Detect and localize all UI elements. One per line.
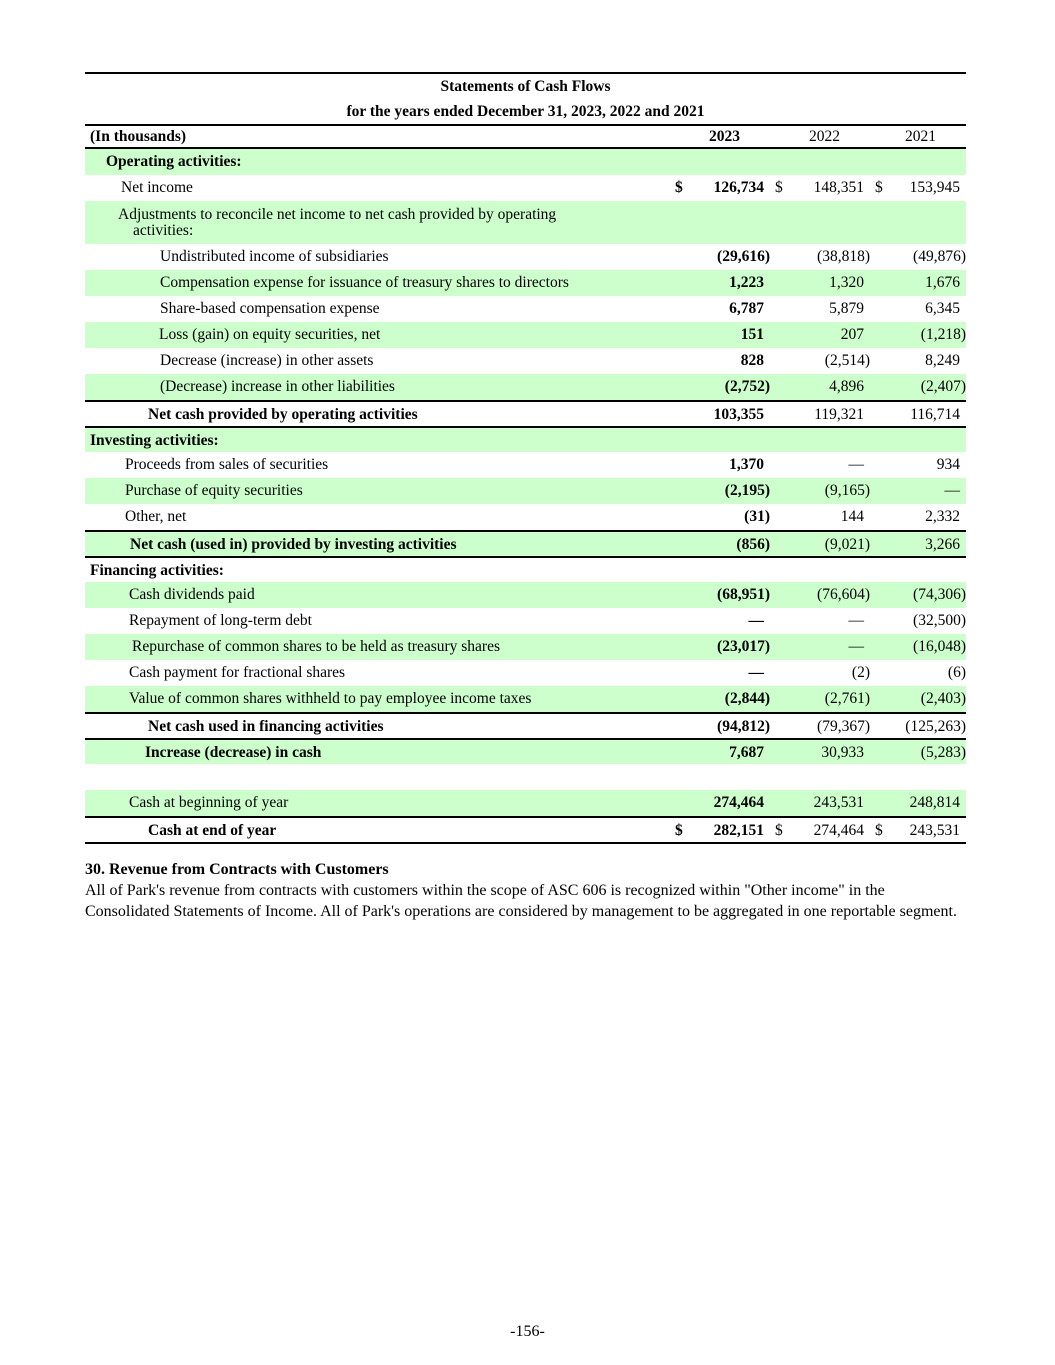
value-2021: 248,814 [909, 794, 960, 811]
value-2023 [690, 764, 770, 790]
dollar-sign [670, 608, 690, 634]
table-row [85, 322, 966, 348]
dollar-sign [870, 452, 890, 478]
dollar-sign [670, 740, 690, 766]
value-2022: (9,021) [824, 536, 870, 553]
table-row [85, 244, 966, 270]
value-2022 [790, 201, 870, 244]
dollar-sign [770, 582, 790, 608]
unit-label: (In thousands) [90, 128, 187, 145]
value-2021: (32,500) [913, 612, 966, 629]
dollar-sign: $ [875, 179, 883, 196]
row-label [85, 582, 670, 608]
column-header-row [85, 126, 966, 149]
table-row [85, 374, 966, 400]
row-label [85, 402, 670, 428]
dollar-sign [770, 270, 790, 296]
value-2022: 144 [840, 508, 864, 525]
row-label [85, 175, 670, 201]
dollar-sign [770, 764, 790, 790]
row-label [85, 452, 670, 478]
row-label [85, 244, 670, 270]
row-label-text: Operating activities: [106, 153, 242, 170]
row-label-text: Increase (decrease) in cash [145, 744, 322, 761]
dollar-sign: $ [675, 179, 683, 196]
value-2021: 243,531 [909, 822, 960, 839]
value-2021: (74,306) [913, 586, 966, 603]
value-2022: (2) [851, 664, 870, 681]
value-2023: — [748, 612, 764, 629]
row-label-text: Purchase of equity securities [125, 482, 303, 499]
row-label [85, 532, 670, 558]
dollar-sign [870, 582, 890, 608]
value-2022: (76,604) [817, 586, 870, 603]
row-label [85, 201, 670, 244]
table-row [85, 296, 966, 322]
dollar-sign [670, 402, 690, 428]
value-2023: (29,616) [717, 248, 770, 265]
row-label [85, 374, 670, 400]
row-label-text: Loss (gain) on equity securities, net [159, 326, 381, 343]
value-2023: 1,370 [729, 456, 764, 473]
row-label-text: Net income [121, 179, 193, 196]
row-label-text: Other, net [125, 508, 187, 525]
value-2021: (2,407) [920, 378, 966, 395]
dollar-sign [670, 478, 690, 504]
dollar-sign [670, 532, 690, 558]
value-2022: 148,351 [813, 179, 864, 196]
dollar-sign [670, 149, 690, 175]
dollar-sign [870, 532, 890, 558]
dollar-sign [770, 740, 790, 766]
dollar-sign [670, 714, 690, 740]
dollar-sign [770, 402, 790, 428]
value-2023: (856) [736, 536, 770, 553]
dollar-sign [670, 428, 690, 454]
value-2023: (2,195) [724, 482, 770, 499]
dollar-sign: $ [775, 822, 783, 839]
dollar-sign [870, 686, 890, 712]
statement-subtitle: for the years ended December 31, 2023, 2022 and 2021 [346, 103, 705, 120]
row-label-text: Share-based compensation expense [160, 300, 380, 317]
dollar-sign [670, 322, 690, 348]
value-2022: (2,761) [824, 690, 870, 707]
value-2022: (79,367) [817, 718, 870, 735]
table-row [85, 764, 966, 790]
value-2023: 1,223 [729, 274, 764, 291]
value-2023: (94,812) [717, 718, 770, 735]
value-2021: 1,676 [925, 274, 960, 291]
value-2021: (6) [947, 664, 966, 681]
dollar-sign [870, 296, 890, 322]
value-2022 [790, 428, 870, 454]
dollar-sign [770, 348, 790, 374]
value-2023 [690, 149, 770, 175]
dollar-sign [770, 296, 790, 322]
table-row [85, 686, 966, 712]
row-label-text: Cash at end of year [148, 822, 277, 839]
dollar-sign [870, 270, 890, 296]
dollar-sign [770, 322, 790, 348]
row-label [85, 818, 670, 844]
value-2021: — [944, 482, 960, 499]
dollar-sign [870, 402, 890, 428]
value-2021: 934 [936, 456, 960, 473]
dollar-sign [670, 201, 690, 244]
dollar-sign [770, 149, 790, 175]
value-2022 [790, 149, 870, 175]
dollar-sign [670, 582, 690, 608]
dollar-sign [870, 478, 890, 504]
row-label-text: Cash dividends paid [129, 586, 255, 603]
dollar-sign [670, 558, 690, 584]
dollar-sign [770, 452, 790, 478]
value-2021: 2,332 [925, 508, 960, 525]
row-label [85, 322, 670, 348]
value-2021: (16,048) [913, 638, 966, 655]
row-label-continuation: activities: [133, 222, 194, 239]
dollar-sign [870, 504, 890, 530]
table-row [85, 738, 966, 764]
row-label [85, 504, 670, 530]
table-row [85, 426, 966, 452]
dollar-sign [670, 244, 690, 270]
row-label [85, 296, 670, 322]
value-2022: 5,879 [829, 300, 864, 317]
value-2021: (1,218) [920, 326, 966, 343]
value-2022 [790, 764, 870, 790]
value-2021 [890, 149, 966, 175]
row-label-text: Net cash (used in) provided by investing activities [130, 536, 457, 553]
row-label-text: Cash at beginning of year [129, 794, 289, 811]
dollar-sign [770, 478, 790, 504]
row-label-text: Repurchase of common shares to be held as treasury shares [132, 638, 501, 655]
value-2021 [890, 764, 966, 790]
value-2023 [690, 558, 770, 584]
dollar-sign [870, 149, 890, 175]
table-row [85, 556, 966, 582]
dollar-sign [770, 558, 790, 584]
dollar-sign [870, 790, 890, 816]
row-label [85, 764, 670, 790]
dollar-sign [670, 660, 690, 686]
dollar-sign [670, 790, 690, 816]
year-header-2022: 2022 [809, 128, 840, 145]
year-header-2021: 2021 [905, 128, 936, 145]
row-label-text: Undistributed income of subsidiaries [160, 248, 389, 265]
value-2022: 119,321 [814, 406, 864, 423]
value-2023: 7,687 [729, 744, 764, 761]
dollar-sign [670, 634, 690, 660]
table-row [85, 201, 966, 244]
table-row [85, 790, 966, 816]
row-label [85, 478, 670, 504]
value-2023: 6,787 [729, 300, 764, 317]
dollar-sign [770, 634, 790, 660]
dollar-sign [770, 686, 790, 712]
row-label [85, 348, 670, 374]
dollar-sign [870, 348, 890, 374]
dollar-sign [770, 374, 790, 400]
value-2021: (49,876) [913, 248, 966, 265]
dollar-sign [870, 740, 890, 766]
value-2021: (2,403) [920, 690, 966, 707]
dollar-sign [770, 608, 790, 634]
dollar-sign [670, 686, 690, 712]
dollar-sign [670, 764, 690, 790]
table-row [85, 452, 966, 478]
table-row [85, 175, 966, 201]
value-2021: 6,345 [925, 300, 960, 317]
dollar-sign [670, 270, 690, 296]
table-row [85, 478, 966, 504]
dollar-sign: $ [675, 822, 683, 839]
row-label-text: Repayment of long-term debt [129, 612, 312, 629]
row-label-text: Net cash provided by operating activities [148, 406, 418, 423]
dollar-sign [870, 714, 890, 740]
table-row [85, 712, 966, 738]
dollar-sign [770, 660, 790, 686]
value-2021: 116,714 [910, 406, 960, 423]
value-2022: (38,818) [817, 248, 870, 265]
row-label [85, 558, 670, 584]
value-2023: 274,464 [713, 794, 764, 811]
dollar-sign [670, 504, 690, 530]
value-2022: — [848, 456, 864, 473]
value-2023: 103,355 [713, 406, 764, 423]
value-2022: 243,531 [813, 794, 864, 811]
value-2023: 828 [740, 352, 764, 369]
row-label-text: Financing activities: [90, 562, 224, 579]
dollar-sign [770, 790, 790, 816]
row-label-text: Net cash used in financing activities [148, 718, 384, 735]
value-2023: 282,151 [713, 822, 764, 839]
dollar-sign [770, 532, 790, 558]
dollar-sign [670, 374, 690, 400]
dollar-sign [870, 558, 890, 584]
dollar-sign [870, 322, 890, 348]
dollar-sign [870, 764, 890, 790]
year-header-2023: 2023 [709, 128, 740, 145]
table-row [85, 270, 966, 296]
table-row [85, 660, 966, 686]
value-2022 [790, 558, 870, 584]
table-row [85, 348, 966, 374]
value-2023: (2,844) [724, 690, 770, 707]
value-2022: 30,933 [821, 744, 864, 761]
statement-rows [85, 149, 966, 842]
row-label-text: Adjustments to reconcile net income to net cash provided by operating [118, 206, 557, 223]
value-2023 [690, 428, 770, 454]
revenue-note [85, 859, 970, 922]
row-label [85, 634, 670, 660]
dollar-sign [870, 428, 890, 454]
dollar-sign [770, 244, 790, 270]
row-label [85, 428, 670, 454]
dollar-sign [870, 201, 890, 244]
table-row [85, 582, 966, 608]
value-2023: (2,752) [724, 378, 770, 395]
table-row [85, 634, 966, 660]
table-row [85, 530, 966, 556]
dollar-sign [770, 201, 790, 244]
table-row [85, 504, 966, 530]
row-label [85, 608, 670, 634]
dollar-sign [670, 452, 690, 478]
dollar-sign [670, 296, 690, 322]
statement-title: Statements of Cash Flows [440, 78, 611, 95]
row-label-text: Investing activities: [90, 432, 219, 449]
dollar-sign [870, 660, 890, 686]
value-2021 [890, 201, 966, 244]
table-row [85, 400, 966, 426]
row-label-text: Proceeds from sales of securities [125, 456, 329, 473]
dollar-sign [870, 634, 890, 660]
value-2023: — [748, 664, 764, 681]
row-label [85, 790, 670, 816]
row-label [85, 686, 670, 712]
value-2021: (5,283) [920, 744, 966, 761]
value-2021: 8,249 [925, 352, 960, 369]
cash-flow-statement [85, 72, 966, 844]
value-2023: (31) [744, 508, 770, 525]
value-2021 [890, 558, 966, 584]
value-2021: (125,263) [905, 718, 966, 735]
value-2023: (23,017) [717, 638, 770, 655]
table-row [85, 149, 966, 175]
row-label-text: Cash payment for fractional shares [129, 664, 346, 681]
row-label [85, 660, 670, 686]
value-2023: 151 [740, 326, 764, 343]
value-2022: 207 [840, 326, 864, 343]
dollar-sign [870, 608, 890, 634]
value-2021: 153,945 [909, 179, 960, 196]
value-2021 [890, 428, 966, 454]
value-2022: — [848, 612, 864, 629]
page-number: -156- [510, 1323, 545, 1340]
dollar-sign [770, 428, 790, 454]
value-2022: 4,896 [829, 378, 864, 395]
dollar-sign: $ [875, 822, 883, 839]
row-label-text: (Decrease) increase in other liabilities [160, 378, 395, 395]
dollar-sign: $ [775, 179, 783, 196]
row-label [85, 149, 670, 175]
row-label-text: Value of common shares withheld to pay employee income taxes [129, 690, 532, 707]
value-2022: (2,514) [824, 352, 870, 369]
value-2022: 1,320 [829, 274, 864, 291]
row-label [85, 714, 670, 740]
value-2022: 274,464 [813, 822, 864, 839]
table-row [85, 608, 966, 634]
row-label [85, 270, 670, 296]
value-2023: (68,951) [717, 586, 770, 603]
value-2022: — [848, 638, 864, 655]
dollar-sign [870, 244, 890, 270]
value-2023: 126,734 [713, 179, 764, 196]
row-label [85, 740, 670, 766]
dollar-sign [870, 374, 890, 400]
dollar-sign [670, 348, 690, 374]
value-2022: (9,165) [824, 482, 870, 499]
note-body: All of Park's revenue from contracts with customers within the scope of ASC 606 is recognized within "Other income" in the Consolidated Statements of Income. All of Park's operations are considered by management to be aggregated in one reportable segment. [85, 882, 957, 920]
dollar-sign [770, 504, 790, 530]
row-label-text: Decrease (increase) in other assets [160, 352, 374, 369]
row-label-text: Compensation expense for issuance of treasury shares to directors [160, 274, 569, 291]
value-2023 [690, 201, 770, 244]
value-2021: 3,266 [925, 536, 960, 553]
dollar-sign [770, 714, 790, 740]
note-heading: 30. Revenue from Contracts with Customers [85, 861, 389, 878]
table-row [85, 816, 966, 842]
